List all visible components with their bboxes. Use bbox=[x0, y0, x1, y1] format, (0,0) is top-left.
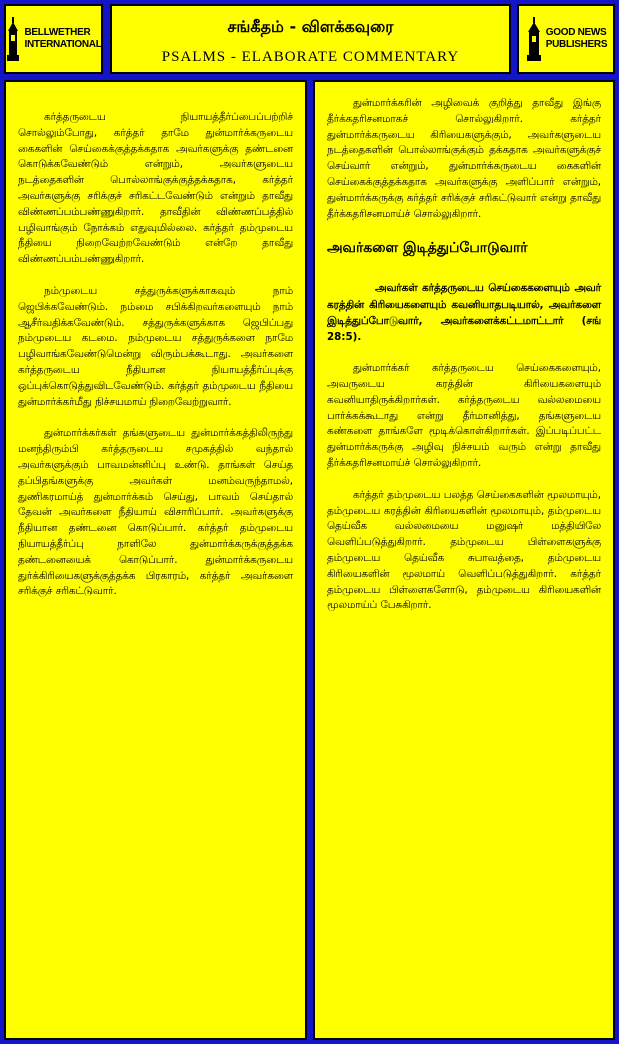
page-header bbox=[110, 4, 511, 74]
right-column bbox=[313, 80, 615, 1040]
right-intro-paragraph: துன்மார்க்கரின் அழிவைக் குறித்து தாவீது இங்கு தீர்க்கதரிசனமாகச் சொல்லுகிறார். கர்த்தர் துன்மார்க்கருடைய கிரியைகளுக்கும், அவர்களுடைய நடத்தைகளின் பொல்லாங்குக்கும் தக்கதாக அவர்களுக்குச் செய்வார் என்றும், துன்மார்க்கருடைய கைகளின் செய்கைக்குத்தக்கதாக அவர்களுக்கு அளிப்பார் என்றும், துன்மார்க்கருக்கு கர்த்தர் சரிக்குச் சரிகட்டுவார் என்று தாவீது தீர்க்கதரிசனமாய்ச் சொல்லுகிறார். bbox=[327, 97, 601, 220]
left-column bbox=[4, 80, 307, 1040]
left-paragraph-1: கர்த்தருடைய நியாயத்தீர்ப்பைப்பற்றிச் சொல்லும்போது, கர்த்தர் தாமே துன்மார்க்கருடைய கைகளின் செய்கைக்குத்தக்கதாக அவர்களுக்கு தண்டனை கொடுக்கவேண்டும் என்றும், அவர்களுடைய நடத்தைகளின் பொல்லாங்குக்குத்தக்கதாக, கர்த்தர் அவர்களுக்கு சரிக்குச் சரிகட்டவேண்டும் என்றும் தாவீது விண்ணப்பம்பண்ணுகிறார். தாவீதின் விண்ணப்பத்தில் பழிவாங்கும் நோக்கம் எதுவுமில்லை. கர்த்தர் தம்முடைய நீதியை நிறைவேற்றவேண்டும் என்றே தாவீது விண்ணப்பம்பண்ணுகிறார். bbox=[18, 111, 293, 266]
scripture-quote: அவர்கள் கர்த்தருடைய செய்கைகளையும் அவர் கரத்தின் கிரியைகளையும் கவனியாதபடியால், அவர்களை இடித்துப்போடுவார், அவர்களைக்கட்டமாட்டார் (சங் 28:5). bbox=[327, 282, 601, 343]
section-heading: அவர்களை இடித்துப்போடுவார் bbox=[327, 240, 528, 257]
bellwether-logo bbox=[4, 4, 103, 74]
logo-left-line-1: BELLWETHER bbox=[24, 27, 91, 38]
right-paragraph-2: கர்த்தர் தம்முடைய பலத்த செய்கைகளின் மூலமாயும், தம்முடைய கரத்தின் கிரியைகளின் மூலமாயும், தம்முடைய தெய்வீக வல்லமையை மனுஷர் மத்தியிலே வெளிப்படுத்துகிறார். தம்முடைய பிள்ளைகளுக்கு தம்முடைய தெய்வீக சுபாவத்தை, தம்முடைய கிரியைகளின் மூலமாய் வெளிப்படுத்துகிறார். கர்த்தர் தம்முடைய பிள்ளைகளோடு, தம்முடைய கிரியைகளின் மூலமாய்ப் பேசுகிறார். bbox=[327, 488, 601, 612]
title-tamil: சங்கீதம் - விளக்கவுரை bbox=[227, 17, 394, 36]
bell-tower-icon bbox=[525, 17, 543, 61]
right-paragraph-1: துன்மார்க்கர் கர்த்தருடைய செய்கைகளையும், அவருடைய கரத்தின் கிரியைகளையும் கவனியாதிருக்கிறார்கள். கர்த்தருடைய வல்லமையை பார்க்கக்கூடாது என்று தீர்மானித்து, தங்களுடைய கண்களை தாங்களே மூடிக்கொள்கிறார்கள். இப்படிப்பட்ட துன்மார்க்கருக்கு அழிவு நிச்சயம் வரும் என்று தாவீது தீர்க்கதரிசனமாய்ச் சொல்லுகிறார். bbox=[327, 362, 601, 469]
title-english: PSALMS - ELABORATE COMMENTARY bbox=[161, 49, 460, 65]
good-news-logo bbox=[517, 4, 615, 74]
logo-right-line-2: PUBLISHERS bbox=[545, 39, 608, 50]
logo-right-line-1: GOOD NEWS bbox=[545, 27, 607, 38]
bell-tower-icon bbox=[5, 17, 21, 61]
left-paragraph-2: நம்முடைய சத்துருக்களுக்காகவும் நாம் ஜெபிக்கவேண்டும். நம்மை சபிக்கிறவர்களையும் நாம் ஆசீர்வதிக்கவேண்டும். சத்துருக்களுக்காக ஜெபிப்பது நம்முடைய கடமை. நம்முடைய சத்துருக்களை நாமே பழிவாங்கவேண்டுமென்று விரும்பக்கூடாது. அவர்களை கர்த்தருடைய நீதியான நியாயத்தீர்ப்புக்கு ஒப்புக்கொடுத்துவிடவேண்டும். கர்த்தர் தம்முடைய நீதியை துன்மார்க்கர்மீது நிச்சயமாய் நிறைவேற்றுவார். bbox=[18, 284, 293, 408]
logo-left-line-2: INTERNATIONAL bbox=[24, 39, 102, 50]
left-paragraph-3: துன்மார்க்கர்கள் தங்களுடைய துன்மார்க்கத்திலிருந்து மனந்திரும்பி கர்த்தருடைய சமுகத்தில் வந்தால் அவர்களுக்கும் பாவமன்னிப்பு உண்டு. தாங்கள் செய்த தப்பிதங்களுக்கு அவர்கள் மனம்வருந்தாமல், துணிகரமாய்த் துன்மார்க்கம் செய்து, பாவம் செய்தால் தேவன் அவர்களை நீதியாய் விசாரிப்பார். அவர்களுக்கு நீதியான தண்டனை கொடுப்பார். கர்த்தர் தம்முடைய நியாயத்தீர்ப்பு நாளிலே துன்மார்க்கருக்குத்தக்க தண்டனையைக் கொடுப்பார். துன்மார்க்கருடைய துர்க்கிரியைகளுக்குத்தக்க பிரகாரம், கர்த்தர் அவர்களை சரிக்குச் சரிகட்டுவார். bbox=[18, 427, 293, 598]
